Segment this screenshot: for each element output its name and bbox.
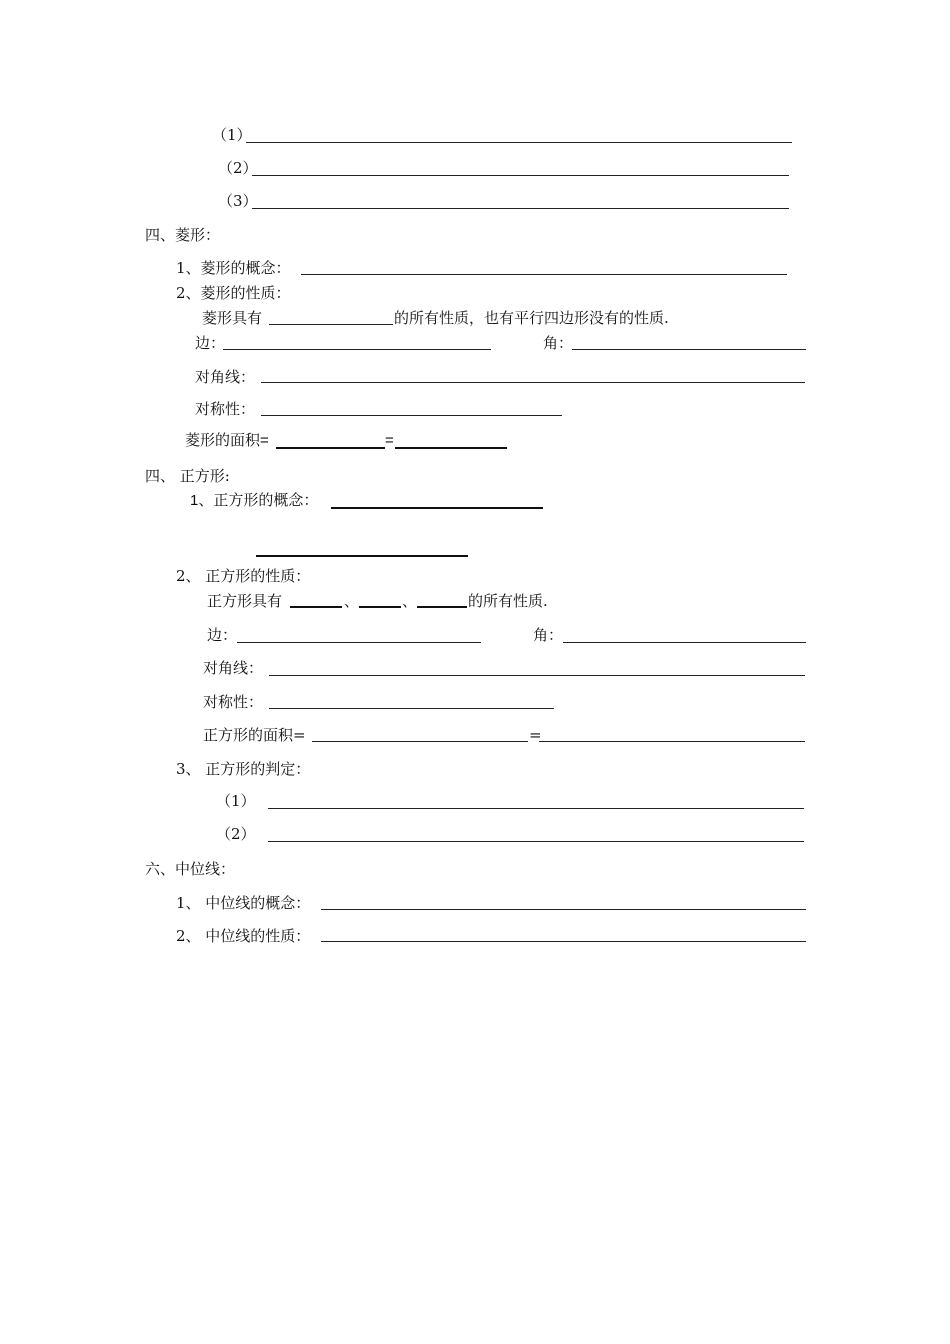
rhombus-area-blank-1[interactable] [276,447,385,449]
rhombus-property-label: 2、菱形的性质： [176,284,291,302]
rhombus-angle-label: 角： [543,334,574,352]
square-has-prefix: 正方形具有 [207,592,283,610]
midline-concept-blank[interactable] [321,909,806,910]
rhombus-area-equals: = [385,432,394,449]
square-judge-item-2: （2） [216,825,256,843]
item-number: （1） [212,126,252,144]
item-number: （3） [218,192,258,210]
rhombus-symmetry-blank[interactable] [261,415,562,416]
square-area-blank-2[interactable] [539,741,805,742]
square-has-sep-2: 、 [402,592,418,610]
midline-property-label: 2、 中位线的性质： [176,927,311,945]
rhombus-has-prefix: 菱形具有 [202,309,263,327]
answer-blank[interactable] [246,142,792,143]
square-area-label: 正方形的面积= [203,726,306,744]
square-side-blank[interactable] [237,642,481,643]
square-area-blank-1[interactable] [312,741,528,742]
square-diagonal-label: 对角线： [203,659,264,677]
rhombus-has-blank[interactable] [269,324,393,325]
square-diagonal-blank[interactable] [269,675,805,676]
square-judge-blank-2[interactable] [268,841,804,842]
rhombus-concept-blank[interactable] [301,274,787,275]
square-has-blank-2[interactable] [359,606,401,608]
rhombus-diagonal-label: 对角线： [195,368,256,386]
rhombus-side-label: 边： [195,334,226,352]
square-symmetry-blank[interactable] [269,708,554,709]
answer-blank[interactable] [252,175,789,176]
square-angle-blank[interactable] [563,642,806,643]
square-area-equals: = [529,726,542,744]
rhombus-diagonal-blank[interactable] [261,382,805,383]
square-has-blank-1[interactable] [290,606,342,608]
item-number: （2） [218,159,258,177]
square-judge-label: 3、 正方形的判定： [176,760,311,778]
rhombus-side-blank[interactable] [223,349,491,350]
rhombus-has-suffix: 的所有性质，也有平行四边形没有的性质. [394,309,669,327]
square-concept-label: 1、正方形的概念： [190,492,319,509]
section-heading-square: 四、 正方形: [145,467,230,485]
rhombus-concept-label: 1、菱形的概念： [176,259,291,277]
square-concept-blank-1[interactable] [331,507,543,509]
square-symmetry-label: 对称性： [203,693,264,711]
square-has-sep-1: 、 [344,592,360,610]
rhombus-area-blank-2[interactable] [395,447,507,449]
square-side-label: 边： [207,626,238,644]
square-has-blank-3[interactable] [417,606,467,608]
square-judge-item-1: （1） [216,792,256,810]
square-judge-blank-1[interactable] [268,808,804,809]
square-has-suffix: 的所有性质. [468,592,548,610]
midline-property-blank[interactable] [321,941,806,942]
section-heading-rhombus: 四、菱形： [145,226,221,244]
section-heading-midline: 六、中位线： [145,860,236,878]
midline-concept-label: 1、 中位线的概念： [176,894,311,912]
answer-blank[interactable] [252,208,789,209]
rhombus-angle-blank[interactable] [572,349,806,350]
rhombus-symmetry-label: 对称性： [195,400,256,418]
rhombus-area-label: 菱形的面积= [185,432,269,449]
square-angle-label: 角： [533,626,564,644]
square-property-label: 2、 正方形的性质： [176,567,311,585]
square-concept-blank-2[interactable] [256,555,468,557]
